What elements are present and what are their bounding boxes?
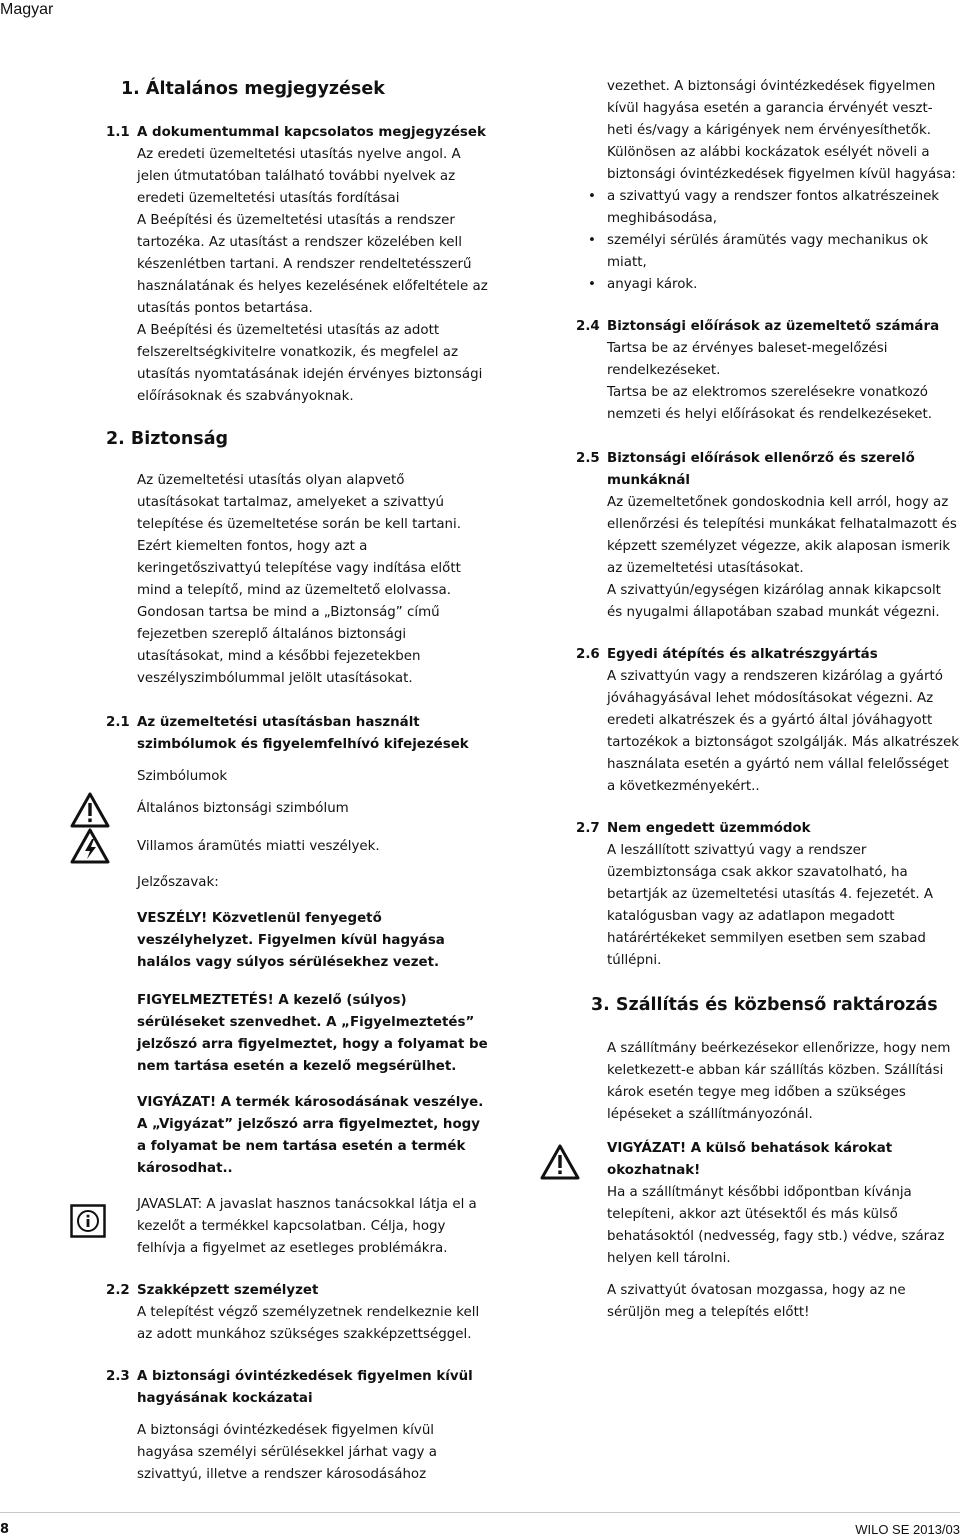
symbol-description: Villamos áramütés miatti veszélyek. [137, 839, 380, 854]
section-2-4-heading [576, 316, 960, 338]
warning-triangle-icon [540, 1144, 580, 1188]
list-item: • személyi sérülés áramütés vagy mechanikus ok miatt, [576, 230, 960, 274]
paragraph: A leszállított szivattyú vagy a rendszer üzembiztonsága csak akkor szavatolható, ha betartják az üzemeltetési utasítás 4. fejezetét. A katalógusban vagy az adatlapon megadott határértékeket semmilyen esetben sem szabad túllépni. [607, 843, 934, 968]
paragraph: A szivattyún/egységen kizárólag annak kikapcsolt és nyugalmi állapotában szabad munkát végezni. [607, 583, 941, 620]
paragraph: Különösen az alábbi kockázatok esélyét növeli a biztonsági óvintézkedések figyelmen kívül hagyása: [607, 145, 956, 182]
section-title: A dokumentummal kapcsolatos megjegyzések [137, 125, 486, 140]
left-column [106, 76, 490, 1486]
symbol-row-electric [106, 836, 490, 858]
danger-note: VESZÉLY! Közvetlenül fenyegető veszélyhelyzet. Figyelmen kívül hagyása halálos vagy súlyos sérülésekhez vezet. [137, 911, 445, 970]
list-item: • a szivattyú vagy a rendszer fontos alkatrészeinek meghibásodása, [576, 186, 960, 230]
footer-brand: WILO SE 2013/03 [855, 1522, 960, 1537]
caution-title: VIGYÁZAT! A külső behatások károkat okozhatnak! [607, 1141, 893, 1178]
paragraph: Az üzemeltetőnek gondoskodnia kell arról, hogy az ellenőrzési és telepítési munkákat felhatalmazott és képzett személyzet végezze, akik alaposan ismerik az üzemeltetési utasításokat. [607, 495, 957, 576]
right-column [576, 76, 960, 1324]
paragraph: Ha a szállítmányt későbbi időpontban kívánja telepíteni, akkor azt ütésektől és más külső behatásoktól (nedvesség, fagy stb.) védve, száraz helyen kell tárolni. [607, 1185, 945, 1266]
section-number: 1.1 [106, 125, 130, 140]
section-title: Nem engedett üzemmódok [607, 821, 811, 836]
caution-row [576, 1138, 960, 1182]
section-number: 2.5 [576, 451, 600, 466]
signal-words-heading: Jelzőszavak: [137, 875, 219, 890]
section-2-6-heading [576, 644, 960, 666]
section-2-5-heading [576, 448, 960, 492]
section-number: 2.4 [576, 319, 600, 334]
footer-divider [0, 1512, 960, 1513]
paragraph: A biztonsági óvintézkedések figyelmen kívül hagyása személyi sérülésekkel járhat vagy a szivattyú, illetve a rendszer károsodásához [137, 1423, 437, 1482]
section-number: 2.7 [576, 821, 600, 836]
section-title: Biztonsági előírások az üzemeltető számára [607, 319, 940, 334]
section-title: Egyedi átépítés és alkatrészgyártás [607, 647, 878, 662]
symbol-row-general [106, 798, 490, 820]
section-2-3-heading [106, 1366, 490, 1410]
section-2-7-heading [576, 818, 960, 840]
paragraph: Gondosan tartsa be mind a „Biztonság” című fejezetben szereplő általános biztonsági utasításokat, mind a későbbi fejezetekben veszélyszimbólummal jelölt utasításokat. [137, 605, 440, 686]
page-number: 8 [0, 1522, 10, 1537]
section-2-1-heading [106, 712, 490, 756]
section-title: Biztonsági előírások ellenőrző és szerelő munkáknál [607, 451, 915, 488]
section-1-heading: 1. Általános megjegyzések [121, 79, 385, 99]
list-item: • anyagi károk. [576, 274, 960, 296]
paragraph: A Beépítési és üzemeltetési utasítás az adott felszereltségkivitelre vonatkozik, és megfelel az utasítás nyomtatásának idején érvényes biztonsági előírásoknak és szabványoknak. [137, 323, 483, 404]
section-2-2-heading [106, 1280, 490, 1302]
section-number: 2.2 [106, 1283, 130, 1298]
section-2-heading: 2. Biztonság [106, 429, 229, 449]
section-title: Az üzemeltetési utasításban használt szimbólumok és figyelemfelhívó kifejezések [137, 715, 469, 752]
warning-note: FIGYELMEZTETÉS! A kezelő (súlyos) sérüléseket szenvedhet. A „Figyelmeztetés” jelzőszó arra figyelmeztet, hogy a folyamat be nem tartása esetén a kezelő megsérülhet. [137, 993, 488, 1074]
paragraph: Az eredeti üzemeltetési utasítás nyelve angol. A jelen útmutatóban található további nyelvek az eredeti üzemeltetési utasítás fordításai [137, 147, 461, 206]
paragraph: A szivattyún vagy a rendszeren kizárólag a gyártó jóváhagyásával lehet módosításokat végezni. Az eredeti alkatrészek és a gyártó által jóváhagyott tartozékok a biztonságot szolgálják. Más alkatrészek használata esetén a gyártó nem vállal felelősséget a következményekért.. [607, 669, 960, 794]
language-label: Magyar [0, 1, 54, 18]
section-number: 2.1 [106, 715, 130, 730]
symbol-description: Általános biztonsági szimbólum [137, 801, 349, 816]
risk-list [576, 186, 960, 296]
paragraph: Tartsa be az elektromos szerelésekre vonatkozó nemzeti és helyi előírásokat és rendelkezéseket. [607, 385, 932, 422]
section-number: 2.6 [576, 647, 600, 662]
info-icon [70, 1204, 106, 1246]
paragraph: A szállítmány beérkezésekor ellenőrizze, hogy nem keletkezett-e abban kár szállítás közben. Szállítási károk esetén tegye meg időben a szükséges lépéseket a szállítmányozónál. [607, 1041, 951, 1122]
paragraph: A Beépítési és üzemeltetési utasítás a rendszer tartozéka. Az utasítást a rendszer közelében kell készenlétben tartani. A rendszer rendeltetésszerű használatának és helyes kezelésének előfeltétele az utasítás pontos betartása. [137, 213, 488, 316]
section-title: Szakképzett személyzet [137, 1283, 319, 1298]
paragraph: vezethet. A biztonsági óvintézkedések figyelmen kívül hagyása esetén a garancia érvényét veszt- heti és/vagy a kárigények nem érvényesíthetők. [607, 79, 936, 138]
note-row [106, 1194, 490, 1260]
electric-hazard-icon [70, 828, 110, 872]
section-title: A biztonsági óvintézkedések figyelmen kívül hagyásának kockázatai [137, 1369, 473, 1406]
section-3-heading: 3. Szállítás és közbenső raktározás [591, 995, 938, 1015]
symbols-heading: Szimbólumok [137, 769, 228, 784]
note-text: JAVASLAT: A javaslat hasznos tanácsokkal látja el a kezelőt a termékkel kapcsolatban. Célja, hogy felhívja a figyelmet az esetleges problémákra. [137, 1197, 477, 1256]
section-number: 2.3 [106, 1369, 130, 1384]
caution-note: VIGYÁZAT! A termék károsodásának veszélye. A „Vigyázat” jelzőszó arra figyelmeztet, hogy a folyamat be nem tartása esetén a termék károsodhat.. [137, 1095, 484, 1176]
paragraph: A telepítést végző személyzetnek rendelkeznie kell az adott munkához szükséges szakképzettséggel. [137, 1305, 480, 1342]
paragraph: Tartsa be az érvényes baleset-megelőzési rendelkezéseket. [607, 341, 888, 378]
section-1-1-heading [106, 122, 490, 144]
paragraph: Az üzemeltetési utasítás olyan alapvető utasításokat tartalmaz, amelyeket a szivattyú telepítése és üzemeltetése során be kell tartani. Ezért kiemelten fontos, hogy azt a keringetőszivattyú telepítése vagy indítása előtt mind a telepítő, mind az üzemeltető elolvassa. [137, 473, 462, 598]
paragraph: A szivattyút óvatosan mozgassa, hogy az ne sérüljön meg a telepítés előtt! [607, 1283, 906, 1320]
